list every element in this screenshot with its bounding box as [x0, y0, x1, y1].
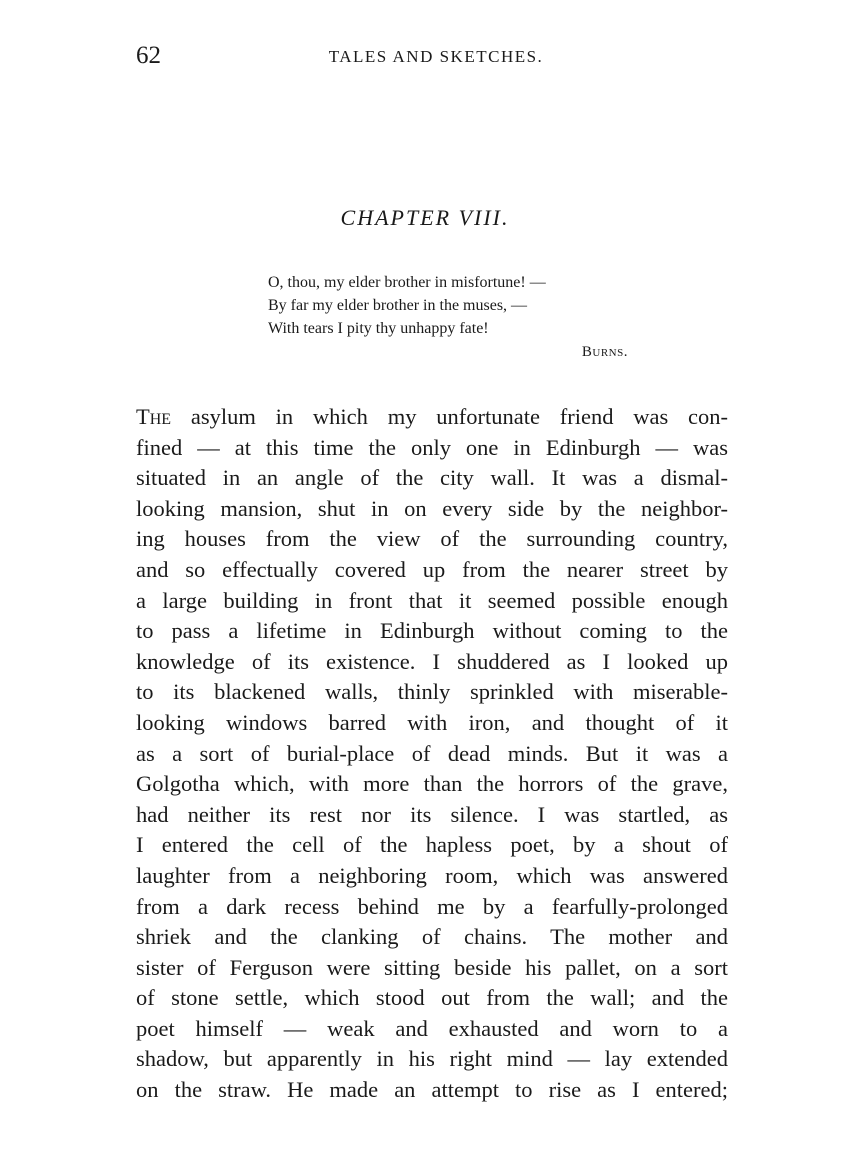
body-line-text: asylum in which my unfortunate friend was con-: [171, 404, 728, 429]
running-head: [136, 40, 736, 76]
body-line: knowledge of its existence. I shuddered as I looked up: [136, 648, 728, 674]
body-line: from a dark recess behind me by a fearfully-prolonged: [136, 893, 728, 919]
epigraph-author: Burns.: [581, 344, 628, 360]
epigraph-line: With tears I pity thy unhappy fate!: [268, 320, 489, 337]
body-line: had neither its rest nor its silence. I was startled, as: [136, 801, 728, 827]
chapter-body: [136, 402, 728, 1106]
body-line: as a sort of burial-place of dead minds. But it was a: [136, 740, 728, 766]
drop-word: The: [136, 404, 172, 429]
running-title: TALES AND SKETCHES.: [328, 47, 544, 66]
body-line: to pass a lifetime in Edinburgh without coming to the: [136, 618, 728, 644]
body-line: of stone settle, which stood out from the wall; and the: [136, 985, 728, 1011]
body-line: ing houses from the view of the surrounding country,: [136, 526, 728, 552]
body-line: laughter from a neighboring room, which was answered: [136, 862, 728, 888]
body-line: fined — at this time the only one in Edinburgh — was: [136, 434, 728, 460]
body-line: and so effectually covered up from the nearer street by: [136, 556, 728, 582]
body-line: shadow, but apparently in his right mind — lay extended: [136, 1046, 728, 1072]
epigraph-line: By far my elder brother in the muses, —: [268, 297, 528, 314]
body-line: I entered the cell of the hapless poet, by a shout of: [136, 832, 728, 858]
body-line: on the straw. He made an attempt to rise as I entered;: [136, 1077, 728, 1103]
body-line: looking mansion, shut in on every side by the neighbor-: [136, 495, 728, 521]
body-line: sister of Ferguson were sitting beside his pallet, on a sort: [136, 954, 728, 980]
body-line: [136, 402, 728, 433]
body-line: poet himself — weak and exhausted and worn to a: [136, 1015, 728, 1041]
body-line: Golgotha which, with more than the horrors of the grave,: [136, 771, 728, 797]
epigraph-line: O, thou, my elder brother in misfortune! —: [268, 274, 546, 291]
page-number: 62: [136, 42, 161, 69]
body-line: looking windows barred with iron, and thought of it: [136, 709, 728, 735]
body-line: to its blackened walls, thinly sprinkled with miserable-: [136, 679, 728, 705]
chapter-title: CHAPTER VIII.: [340, 205, 510, 230]
body-line: shriek and the clanking of chains. The mother and: [136, 924, 728, 950]
body-line: a large building in front that it seemed possible enough: [136, 587, 728, 613]
epigraph: [268, 271, 628, 364]
body-line: situated in an angle of the city wall. It was a dismal-: [136, 465, 728, 491]
